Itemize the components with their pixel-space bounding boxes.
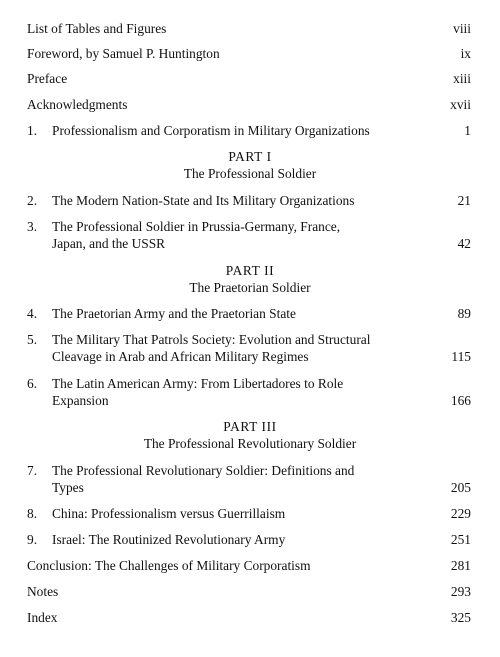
- chapter-number: 2.: [27, 193, 38, 208]
- entry-page: 1: [464, 123, 471, 138]
- entry-title: The Professional Revolutionary Soldier: Definitions and: [52, 463, 355, 478]
- entry-title: Notes: [27, 584, 59, 599]
- entry-title: Foreword, by Samuel P. Huntington: [27, 46, 220, 61]
- chapter-number: 1.: [27, 123, 38, 138]
- entry-title-line2: Expansion: [52, 393, 109, 408]
- entry-title: The Military That Patrols Society: Evolution and Structural: [52, 332, 371, 347]
- chapter-number: 6.: [27, 376, 38, 391]
- chapter-number: 3.: [27, 219, 38, 234]
- entry-page: xiii: [453, 71, 471, 86]
- entry-title: The Latin American Army: From Libertadores to Role: [52, 376, 344, 391]
- part-label: PART I: [228, 149, 272, 164]
- entry-title-line2: Types: [52, 480, 84, 495]
- entry-page: 166: [450, 393, 471, 408]
- entry-page: 115: [451, 349, 471, 364]
- chapter-number: 7.: [27, 463, 38, 478]
- entry-page: viii: [453, 21, 471, 36]
- entry-title: Acknowledgments: [27, 97, 128, 112]
- entry-page: 325: [450, 610, 471, 625]
- entry-page: 21: [457, 193, 471, 208]
- entry-title-line2: Cleavage in Arab and African Military Regimes: [52, 349, 309, 364]
- chapter-number: 8.: [27, 506, 38, 521]
- entry-title: List of Tables and Figures: [27, 21, 167, 36]
- entry-title: China: Professionalism versus Guerrillaism: [52, 506, 286, 521]
- entry-page: 205: [450, 480, 471, 495]
- entry-page: ix: [460, 46, 471, 61]
- entry-page: 89: [457, 306, 471, 321]
- chapter-number: 5.: [27, 332, 38, 347]
- entry-title: Israel: The Routinized Revolutionary Army: [52, 532, 286, 547]
- entry-title: Index: [27, 610, 58, 625]
- entry-title: Conclusion: The Challenges of Military Corporatism: [27, 558, 311, 573]
- entry-page: 229: [450, 506, 471, 521]
- entry-page: xvii: [450, 97, 471, 112]
- entry-page: 251: [450, 532, 471, 547]
- entry-page: 281: [450, 558, 471, 573]
- part-title: The Praetorian Soldier: [189, 280, 311, 295]
- entry-title: The Professional Soldier in Prussia-Germany, France,: [52, 219, 341, 234]
- entry-page: 293: [450, 584, 471, 599]
- entry-title: Preface: [27, 71, 68, 86]
- chapter-number: 4.: [27, 306, 38, 321]
- part-title: The Professional Soldier: [183, 166, 317, 181]
- entry-title: Professionalism and Corporatism in Military Organizations: [52, 123, 370, 138]
- entry-title: The Modern Nation-State and Its Military Organizations: [52, 193, 355, 208]
- entry-title: The Praetorian Army and the Praetorian State: [52, 306, 296, 321]
- part-title: The Professional Revolutionary Soldier: [143, 436, 357, 451]
- chapter-number: 9.: [27, 532, 38, 547]
- part-label: PART II: [225, 263, 275, 278]
- entry-page: 42: [457, 236, 471, 251]
- entry-title-line2: Japan, and the USSR: [52, 236, 166, 251]
- part-label: PART III: [223, 419, 277, 434]
